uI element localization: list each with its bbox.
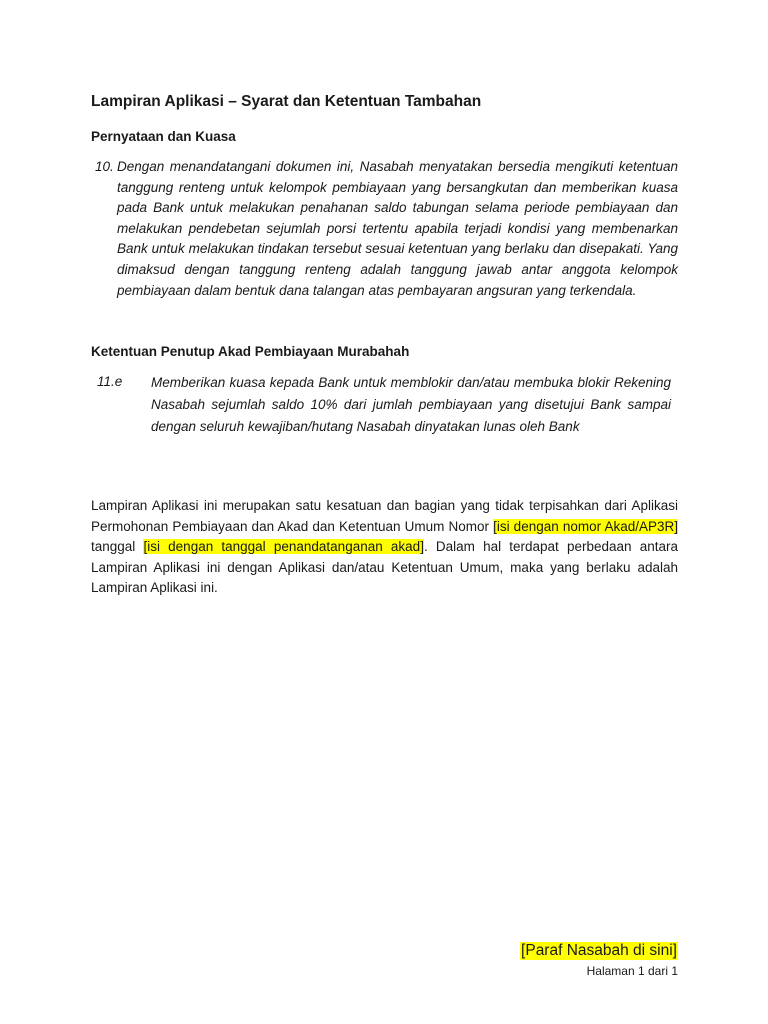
closing-paragraph [91, 496, 678, 599]
placeholder-tanggal-akad: [isi dengan tanggal penandatanganan akad] [143, 539, 424, 555]
closing-text-1: Lampiran Aplikasi ini merupakan satu kesatuan dan bagian yang tidak terpisahkan dari Aplikasi Permohonan Pembiayaan dan Akad dan Ketentuan Umum Nomor [91, 498, 678, 534]
section-heading-pernyataan: Pernyataan dan Kuasa [91, 129, 236, 144]
closing-text-2: tanggal [91, 539, 144, 555]
placeholder-nomor-akad: [isi dengan nomor Akad/AP3R] [493, 518, 678, 534]
paraf-nasabah-placeholder: [Paraf Nasabah di sini] [521, 942, 677, 959]
item-text-11e: Memberikan kuasa kepada Bank untuk memblokir dan/atau membuka blokir Rekening Nasabah sejumlah saldo 10% dari jumlah pembiayaan yang disetujui Bank sampai dengan seluruh kewajiban/hutang Nasabah dinyatakan lunas oleh Bank [151, 375, 671, 434]
item-number-11e: 11.e [97, 374, 123, 389]
page-number: Halaman 1 dari 1 [586, 964, 678, 978]
closing-text-3: . Dalam hal terdapat perbedaan antara Lampiran Aplikasi ini dengan Aplikasi dan/atau Ketentuan Umum, maka yang berlaku adalah Lampiran Aplikasi ini. [91, 539, 679, 596]
section-heading-ketentuan-penutup: Ketentuan Penutup Akad Pembiayaan Murabahah [91, 344, 410, 359]
item-number-10: 10. [95, 159, 114, 174]
document-title: Lampiran Aplikasi – Syarat dan Ketentuan Tambahan [91, 93, 482, 110]
item-text-10: Dengan menandatangani dokumen ini, Nasabah menyatakan bersedia mengikuti ketentuan tanggung renteng untuk kelompok pembiayaan yang bersangkutan dan memberikan kuasa pada Bank untuk melakukan penahanan saldo tabungan selama periode pembiayaan dan melakukan pendebetan sejumlah porsi tertentu apabila terjadi kondisi yang membenarkan Bank untuk melakukan tindakan tersebut sesuai ketentuan yang berlaku dan disepakati. Yang dimaksud dengan tanggung renteng adalah tanggung jawab antar anggota kelompok pembiayaan dalam bentuk dana talangan atas pembayaran angsuran yang terkendala. [117, 159, 678, 298]
